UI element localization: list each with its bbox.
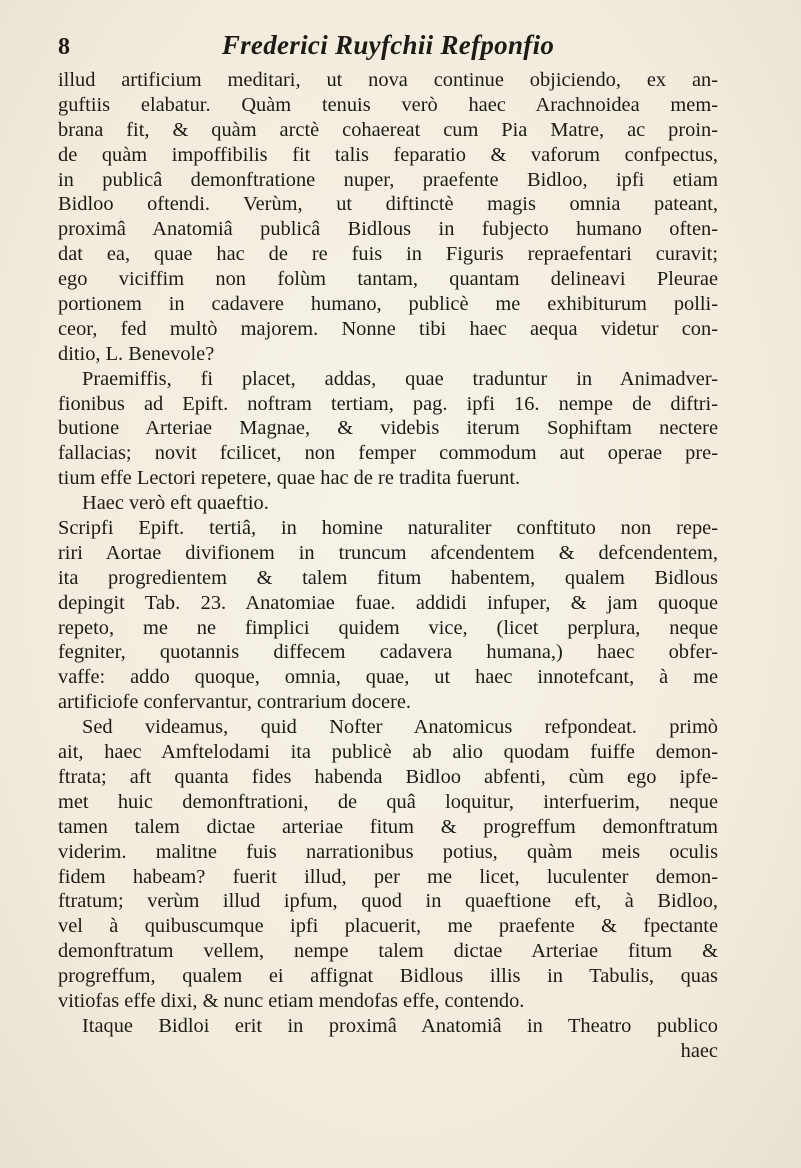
page-number: 8 [58,34,70,60]
text-line: viderim. malitne fuis narrationibus potius, quàm meis oculis [58,840,718,863]
text-line: met huic demonftrationi, de quâ loquitur, interfuerim, neque [58,790,718,813]
text-line: Scripfi Epift. tertiâ, in homine naturaliter conftituto non repe- [58,517,718,540]
running-head: Frederici Ruyfchii Refponfio [221,30,555,60]
text-line: demonftratum vellem, nempe talem dictae Arteriae fitum & [58,940,718,963]
text-line: guftiis elabatur. Quàm tenuis verò haec Arachnoidea mem- [58,93,718,116]
text-line: Itaque Bidloi erit in proximâ Anatomiâ in Theatro publico [82,1014,718,1037]
text-line: brana fit, & quàm arctè cohaereat cum Pia Matre, ac proin- [58,118,718,141]
text-line: Bidloo oftendi. Verùm, ut diftinctè magis omnia pateant, [58,193,718,216]
page-header [58,30,718,64]
text-line: proximâ Anatomiâ publicâ Bidlous in fubjecto humano often- [58,218,718,241]
text-line: tium effe Lectori repetere, quae hac de re tradita fuerunt. [58,467,521,490]
text-line: fegniter, quotannis diffecem cadavera humana,) haec obfer- [58,641,718,664]
text-line: ait, haec Amftelodami ita publicè ab alio quodam fuiffe demon- [58,741,718,764]
text-line: ita progredientem & talem fitum habentem, qualem Bidlous [58,566,718,589]
text-line: portionem in cadavere humano, publicè me exhibiturum polli- [58,293,718,316]
text-line: vel à quibuscumque ipfi placuerit, me praefente & fpectante [58,915,718,938]
text-line: vaffe: addo quoque, omnia, quae, ut haec innotefcant, à me [58,666,718,689]
text-line: ego viciffim non folùm tantam, quantam delineavi Pleurae [58,268,718,291]
text-line: Haec verò eft quaeftio. [82,492,269,515]
text-line: ceor, fed multò majorem. Nonne tibi haec aequa videtur con- [58,317,718,340]
text-line: riri Aortae divifionem in truncum afcendentem & defcendentem, [58,541,718,564]
text-line: fionibus ad Epift. noftram tertiam, pag. ipfi 16. nempe de diftri- [58,392,718,415]
text-line: artificiofe confervantur, contrarium docere. [58,691,412,714]
text-line: dat ea, quae hac de re fuis in Figuris repraefentari curavit; [58,243,718,266]
text-line: Praemiffis, fi placet, addas, quae traduntur in Animadver- [82,367,718,390]
text-line: repeto, me ne fimplici quidem vice, (licet perplura, neque [58,616,718,639]
text-line: tamen talem dictae arteriae fitum & progreffum demonftratum [58,815,718,838]
text-line: progreffum, qualem ei affignat Bidlous illis in Tabulis, quas [58,965,718,988]
text-line: vitiofas effe dixi, & nunc etiam mendofas effe, contendo. [58,989,525,1012]
text-line: de quàm impoffibilis fit talis feparatio & vaforum confpectus, [58,143,718,166]
text-line: depingit Tab. 23. Anatomiae fuae. addidi infuper, & jam quoque [58,591,718,614]
text-line: fallacias; novit fcilicet, non femper commodum aut operae pre- [58,442,718,465]
text-line: Sed videamus, quid Nofter Anatomicus refpondeat. primò [82,716,718,739]
catchword: haec [680,1039,718,1062]
text-line: illud artificium meditari, ut nova continue objiciendo, ex an- [58,69,718,91]
text-line: in publicâ demonftratione nuper, praefente Bidloo, ipfi etiam [58,168,718,191]
text-line: ditio, L. Benevole? [58,342,215,365]
text-line: ftratum; verùm illud ipfum, quod in quaeftione eft, à Bidloo, [58,890,718,913]
text-line: fidem habeam? fuerit illud, per me licet, luculenter demon- [58,865,718,888]
body-text [58,68,718,1064]
text-line: butione Arteriae Magnae, & videbis iterum Sophiftam nectere [58,417,718,440]
text-line: ftrata; aft quanta fides habenda Bidloo abfenti, cùm ego ipfe- [58,765,718,788]
